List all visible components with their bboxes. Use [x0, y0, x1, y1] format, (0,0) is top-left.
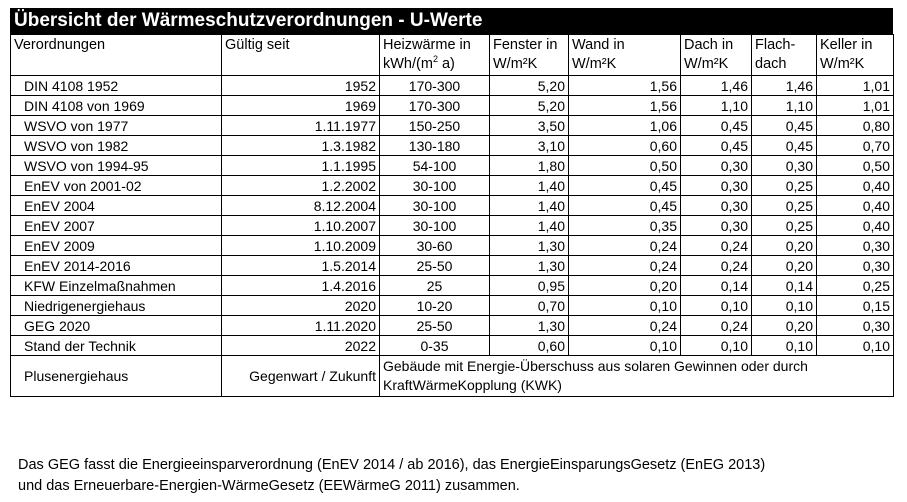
header-wand-line2: W/m²K	[572, 56, 617, 72]
cell-name: DIN 4108 1952	[11, 76, 222, 96]
cell-since: 8.12.2004	[222, 196, 380, 216]
header-heizwaerme-sup: 2	[432, 54, 438, 65]
cell-since: Gegenwart / Zukunft	[222, 356, 380, 397]
table-row	[11, 116, 894, 136]
cell-wand: 0,10	[569, 296, 681, 316]
cell-dach: 1,10	[681, 96, 752, 116]
u-value-table	[10, 34, 894, 397]
cell-heizwaerme: 170-300	[380, 96, 490, 116]
header-heizwaerme-line1: Heizwärme in	[383, 37, 471, 53]
cell-wand: 0,45	[569, 196, 681, 216]
cell-since: 1.11.2020	[222, 316, 380, 336]
cell-wand: 0,10	[569, 336, 681, 356]
footnote	[18, 455, 765, 497]
cell-fenster: 1,30	[490, 256, 569, 276]
table-row-plusenergiehaus	[11, 356, 894, 397]
cell-name: KFW Einzelmaßnahmen	[11, 276, 222, 296]
cell-wand: 0,60	[569, 136, 681, 156]
cell-wand: 1,06	[569, 116, 681, 136]
cell-heizwaerme: 30-100	[380, 176, 490, 196]
cell-keller: 0,80	[817, 116, 894, 136]
cell-dach: 0,30	[681, 156, 752, 176]
cell-name: WSVO von 1994˗95	[11, 156, 222, 176]
table-row	[11, 216, 894, 236]
header-heizwaerme	[380, 35, 490, 76]
table-row	[11, 336, 894, 356]
cell-heizwaerme: 130-180	[380, 136, 490, 156]
cell-dach: 0,24	[681, 256, 752, 276]
cell-keller: 0,50	[817, 156, 894, 176]
cell-dach: 0,30	[681, 196, 752, 216]
cell-fenster: 5,20	[490, 76, 569, 96]
header-flachdach-line2: dach	[755, 56, 787, 72]
header-dach-line2: W/m²K	[684, 56, 729, 72]
cell-wand: 0,35	[569, 216, 681, 236]
cell-dach: 0,14	[681, 276, 752, 296]
table-title: Übersicht der Wärmeschutzverordnungen - U-Werte	[10, 8, 893, 34]
cell-flachdach: 0,30	[752, 156, 817, 176]
cell-name: EnEV 2007	[11, 216, 222, 236]
cell-heizwaerme: 150-250	[380, 116, 490, 136]
cell-fenster: 5,20	[490, 96, 569, 116]
cell-dach: 0,24	[681, 316, 752, 336]
cell-since: 2022	[222, 336, 380, 356]
cell-wand: 0,45	[569, 176, 681, 196]
cell-fenster: 1,30	[490, 316, 569, 336]
cell-name: Niedrigenergiehaus	[11, 296, 222, 316]
cell-heizwaerme: 30-100	[380, 196, 490, 216]
header-keller	[817, 35, 894, 76]
cell-since: 1.2.2002	[222, 176, 380, 196]
cell-since: 1.10.2009	[222, 236, 380, 256]
cell-wand: 0,20	[569, 276, 681, 296]
header-flachdach	[752, 35, 817, 76]
cell-fenster: 1,30	[490, 236, 569, 256]
cell-wand: 1,56	[569, 96, 681, 116]
table-row	[11, 136, 894, 156]
cell-dach: 1,46	[681, 76, 752, 96]
cell-since: 1952	[222, 76, 380, 96]
table-row	[11, 176, 894, 196]
header-flachdach-line1: Flach-	[755, 37, 796, 53]
cell-wand: 1,56	[569, 76, 681, 96]
cell-keller: 0,10	[817, 336, 894, 356]
header-fenster-line2: W/m²K	[493, 56, 538, 72]
header-fenster-line1: Fenster in	[493, 37, 558, 53]
cell-dach: 0,10	[681, 336, 752, 356]
table-row	[11, 296, 894, 316]
cell-flachdach: 0,25	[752, 196, 817, 216]
cell-since: 1.4.2016	[222, 276, 380, 296]
cell-dach: 0,45	[681, 136, 752, 156]
cell-fenster: 1,40	[490, 176, 569, 196]
cell-keller: 0,30	[817, 256, 894, 276]
table-row	[11, 256, 894, 276]
cell-description: Gebäude mit Energie-Überschuss aus solaren Gewinnen oder durch KraftWärmeKopplung (KWK)	[380, 356, 894, 397]
cell-flachdach: 0,20	[752, 256, 817, 276]
cell-keller: 0,30	[817, 316, 894, 336]
table-row	[11, 156, 894, 176]
cell-name: WSVO von 1977	[11, 116, 222, 136]
cell-flachdach: 0,25	[752, 176, 817, 196]
cell-heizwaerme: 10-20	[380, 296, 490, 316]
table-row	[11, 76, 894, 96]
cell-wand: 0,24	[569, 316, 681, 336]
cell-heizwaerme: 25-50	[380, 316, 490, 336]
cell-heizwaerme: 25-50	[380, 256, 490, 276]
header-wand	[569, 35, 681, 76]
cell-fenster: 1,40	[490, 196, 569, 216]
header-keller-line2: W/m²K	[820, 56, 865, 72]
cell-name: EnEV von 2001-02	[11, 176, 222, 196]
cell-wand: 0,24	[569, 236, 681, 256]
cell-heizwaerme: 54-100	[380, 156, 490, 176]
cell-flachdach: 0,10	[752, 336, 817, 356]
cell-since: 2020	[222, 296, 380, 316]
header-dach-line1: Dach in	[684, 37, 734, 53]
cell-flachdach: 1,10	[752, 96, 817, 116]
cell-flachdach: 0,20	[752, 316, 817, 336]
cell-flachdach: 0,10	[752, 296, 817, 316]
cell-since: 1.10.2007	[222, 216, 380, 236]
cell-flachdach: 0,45	[752, 116, 817, 136]
cell-fenster: 3,50	[490, 116, 569, 136]
cell-heizwaerme: 0-35	[380, 336, 490, 356]
header-heizwaerme-unit-b: a)	[437, 56, 455, 72]
cell-name: WSVO von 1982	[11, 136, 222, 156]
cell-flachdach: 0,20	[752, 236, 817, 256]
cell-keller: 0,70	[817, 136, 894, 156]
cell-keller: 1,01	[817, 76, 894, 96]
cell-wand: 0,24	[569, 256, 681, 276]
header-heizwaerme-unit-a: kWh/(m	[383, 56, 433, 72]
cell-fenster: 1,40	[490, 216, 569, 236]
cell-name: Stand der Technik	[11, 336, 222, 356]
cell-name: GEG 2020	[11, 316, 222, 336]
cell-fenster: 1,80	[490, 156, 569, 176]
table-row	[11, 236, 894, 256]
cell-dach: 0,45	[681, 116, 752, 136]
cell-since: 1.1.1995	[222, 156, 380, 176]
cell-flachdach: 0,25	[752, 216, 817, 236]
cell-keller: 0,30	[817, 236, 894, 256]
cell-name: EnEV 2014-2016	[11, 256, 222, 276]
header-fenster	[490, 35, 569, 76]
cell-name: EnEV 2009	[11, 236, 222, 256]
cell-heizwaerme: 170-300	[380, 76, 490, 96]
cell-fenster: 0,95	[490, 276, 569, 296]
table-row	[11, 316, 894, 336]
cell-name: DIN 4108 von 1969	[11, 96, 222, 116]
header-wand-line1: Wand in	[572, 37, 625, 53]
cell-keller: 0,40	[817, 216, 894, 236]
cell-since: 1969	[222, 96, 380, 116]
cell-flachdach: 0,14	[752, 276, 817, 296]
cell-keller: 1,01	[817, 96, 894, 116]
cell-keller: 0,25	[817, 276, 894, 296]
header-keller-line1: Keller in	[820, 37, 873, 53]
cell-since: 1.3.1982	[222, 136, 380, 156]
cell-heizwaerme: 30-60	[380, 236, 490, 256]
footnote-line-1: Das GEG fasst die Energieeinsparverordnung (EnEV 2014 / ab 2016), das EnergieEinsparungsGesetz (EnEG 2013)	[18, 457, 766, 473]
header-row	[11, 35, 894, 76]
table-row	[11, 96, 894, 116]
cell-keller: 0,15	[817, 296, 894, 316]
cell-dach: 0,30	[681, 216, 752, 236]
cell-dach: 0,10	[681, 296, 752, 316]
u-value-sheet	[10, 8, 893, 397]
cell-keller: 0,40	[817, 176, 894, 196]
cell-fenster: 3,10	[490, 136, 569, 156]
header-gueltig-seit: Gültig seit	[222, 35, 380, 76]
cell-heizwaerme: 25	[380, 276, 490, 296]
cell-flachdach: 1,46	[752, 76, 817, 96]
cell-dach: 0,30	[681, 176, 752, 196]
header-verordnungen: Verordnungen	[11, 35, 222, 76]
cell-wand: 0,50	[569, 156, 681, 176]
table-row	[11, 276, 894, 296]
cell-dach: 0,24	[681, 236, 752, 256]
cell-fenster: 0,70	[490, 296, 569, 316]
cell-name: EnEV 2004	[11, 196, 222, 216]
cell-keller: 0,40	[817, 196, 894, 216]
table-row	[11, 196, 894, 216]
cell-heizwaerme: 30-100	[380, 216, 490, 236]
footnote-line-2: und das Erneuerbare-Energien-WärmeGesetz (EEWärmeG 2011) zusammen.	[18, 478, 520, 494]
cell-since: 1.11.1977	[222, 116, 380, 136]
header-dach	[681, 35, 752, 76]
cell-flachdach: 0,45	[752, 136, 817, 156]
cell-since: 1.5.2014	[222, 256, 380, 276]
cell-fenster: 0,60	[490, 336, 569, 356]
cell-name: Plusenergiehaus	[11, 356, 222, 397]
